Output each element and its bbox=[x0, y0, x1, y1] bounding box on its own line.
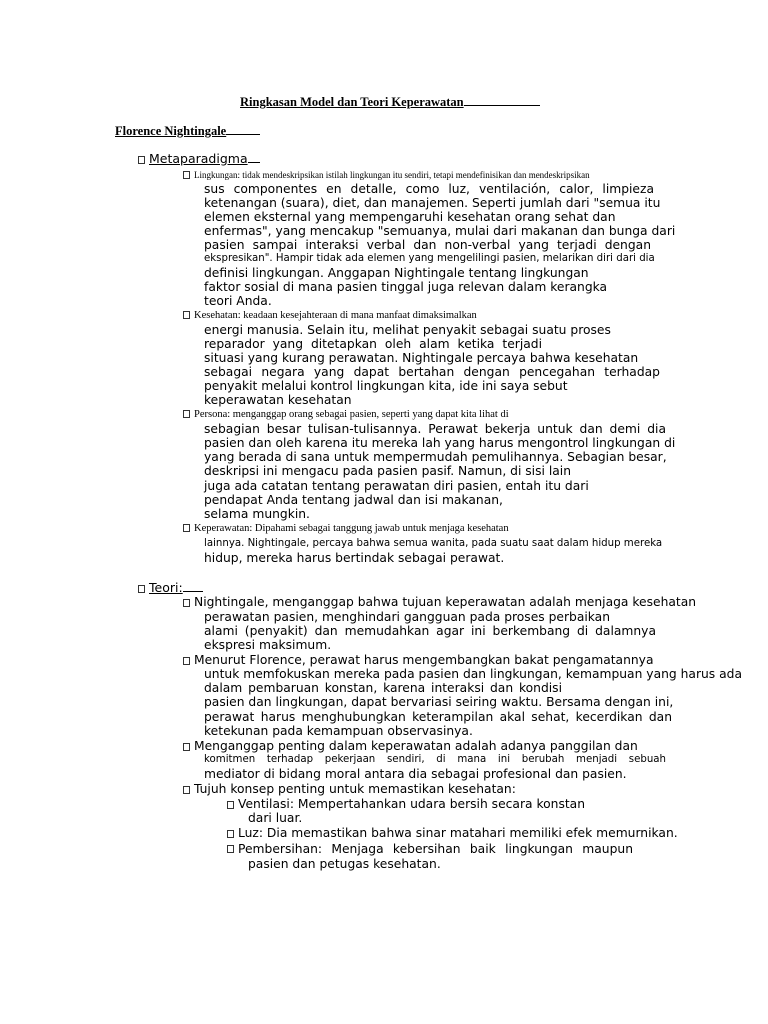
konsep-item: Luz: Dia memastikan bahwa sinar matahari memiliki efek memurnikan. bbox=[227, 826, 678, 840]
lingkungan-lead: Lingkungan: tidak mendeskripsikan istilah lingkungan itu sendiri, tetapi mendefinisikan dan mendeskripsikan bbox=[183, 170, 590, 180]
bullet-icon bbox=[227, 801, 234, 809]
teori-line: perawatan pasien, menghindari gangguan pada proses perbaikan bbox=[204, 610, 611, 624]
bullet-icon bbox=[183, 524, 190, 532]
teori-line: ketekunan pada kemampuan observasinya. bbox=[204, 724, 473, 738]
bullet-icon bbox=[138, 585, 145, 593]
konsep-item: Ventilasi: Mempertahankan udara bersih secara konstan bbox=[227, 797, 585, 811]
teori-line: komitmen terhadap pekerjaan sendiri, di mana ini berubah menjadi sebuah bbox=[204, 754, 666, 765]
lingkungan-line: teori Anda. bbox=[204, 294, 272, 308]
bullet-icon bbox=[183, 599, 190, 607]
teori-item: Menurut Florence, perawat harus mengembangkan bakat pengamatannya bbox=[183, 653, 653, 667]
teori-item: Tujuh konsep penting untuk memastikan kesehatan: bbox=[183, 782, 516, 796]
lingkungan-line: faktor sosial di mana pasien tinggal juga relevan dalam kerangka bbox=[204, 280, 608, 294]
persona-line: juga ada catatan tentang perawatan diri pasien, entah itu dari bbox=[204, 479, 589, 493]
keperawatan-line: lainnya. Nightingale, percaya bahwa semua wanita, pada suatu saat dalam hidup mereka bbox=[204, 538, 663, 549]
teori-item: Menganggap penting dalam keperawatan adalah adanya panggilan dan bbox=[183, 739, 638, 753]
teori-item: Nightingale, menganggap bahwa tujuan keperawatan adalah menjaga kesehatan bbox=[183, 595, 696, 609]
konsep-line: dari luar. bbox=[248, 811, 303, 825]
keperawatan-lead: Keperawatan: Dipahami sebagai tanggung jawab untuk menjaga kesehatan bbox=[183, 523, 509, 534]
bullet-icon bbox=[138, 156, 145, 164]
teori-line: untuk memfokuskan mereka pada pasien dan lingkungan, kemampuan yang harus ada bbox=[204, 667, 742, 681]
keperawatan-line: hidup, mereka harus bertindak sebagai perawat. bbox=[204, 551, 505, 565]
konsep-item: Pembersihan: Menjaga kebersihan baik lingkungan maupun bbox=[227, 842, 633, 856]
teori-line: dalam pembaruan konstan, karena interaksi dan kondisi bbox=[204, 681, 562, 695]
section-heading: Florence Nightingale bbox=[115, 123, 260, 139]
bullet-icon bbox=[183, 311, 190, 319]
bullet-icon bbox=[183, 786, 190, 794]
konsep-line: pasien dan petugas kesehatan. bbox=[248, 857, 441, 871]
persona-line: pasien dan oleh karena itu mereka lah yang harus mengontrol lingkungan di bbox=[204, 436, 676, 450]
bullet-icon bbox=[183, 743, 190, 751]
lingkungan-line: ekspresikan". Hampir tidak ada elemen yang mengelilingi pasien, melarikan diri dari dia bbox=[204, 253, 655, 264]
metaparadigma-heading: Metaparadigma bbox=[138, 151, 260, 166]
persona-line: pendapat Anda tentang jadwal dan isi makanan, bbox=[204, 493, 503, 507]
persona-line: yang berada di sana untuk mempermudah pemulihannya. Sebagian besar, bbox=[204, 450, 667, 464]
teori-line: perawat harus menghubungkan keterampilan akal sehat, kecerdikan dan bbox=[204, 710, 672, 724]
kesehatan-line: reparador yang ditetapkan oleh alam ketika terjadi bbox=[204, 337, 542, 351]
bullet-icon bbox=[183, 171, 190, 179]
bullet-icon bbox=[227, 830, 234, 838]
lingkungan-line: sus componentes en detalle, como luz, ventilación, calor, limpieza bbox=[204, 182, 654, 196]
teori-line: alami (penyakit) dan memudahkan agar ini berkembang di dalamnya bbox=[204, 624, 656, 638]
persona-lead: Persona: menganggap orang sebagai pasien, seperti yang dapat kita lihat di bbox=[183, 409, 509, 420]
teori-heading: Teori: bbox=[138, 580, 203, 595]
document-title: Ringkasan Model dan Teori Keperawatan bbox=[240, 94, 540, 110]
lingkungan-line: elemen eksternal yang mempengaruhi kesehatan orang sehat dan bbox=[204, 210, 616, 224]
kesehatan-line: penyakit melalui kontrol lingkungan kita, ide ini saya sebut bbox=[204, 379, 568, 393]
persona-line: sebagian besar tulisan-tulisannya. Perawat bekerja untuk dan demi dia bbox=[204, 422, 666, 436]
bullet-icon bbox=[183, 410, 190, 418]
kesehatan-line: keperawatan kesehatan bbox=[204, 393, 352, 407]
kesehatan-line: energi manusia. Selain itu, melihat penyakit sebagai suatu proses bbox=[204, 323, 611, 337]
teori-line: mediator di bidang moral antara dia sebagai profesional dan pasien. bbox=[204, 767, 627, 781]
persona-line: deskripsi ini mengacu pada pasien pasif. Namun, di sisi lain bbox=[204, 464, 571, 478]
lingkungan-line: ketenangan (suara), diet, dan manajemen. Seperti jumlah dari "semua itu bbox=[204, 196, 661, 210]
kesehatan-lead: Kesehatan: keadaan kesejahteraan di mana manfaat dimaksimalkan bbox=[183, 310, 477, 321]
bullet-icon bbox=[227, 845, 234, 853]
persona-line: selama mungkin. bbox=[204, 507, 310, 521]
teori-line: pasien dan lingkungan, dapat bervariasi seiring waktu. Bersama dengan ini, bbox=[204, 695, 674, 709]
teori-line: ekspresi maksimum. bbox=[204, 638, 332, 652]
bullet-icon bbox=[183, 657, 190, 665]
kesehatan-line: situasi yang kurang perawatan. Nightingale percaya bahwa kesehatan bbox=[204, 351, 639, 365]
lingkungan-line: definisi lingkungan. Anggapan Nightingale tentang lingkungan bbox=[204, 266, 589, 280]
kesehatan-line: sebagai negara yang dapat bertahan dengan pencegahan terhadap bbox=[204, 365, 660, 379]
lingkungan-line: pasien sampai interaksi verbal dan non-verbal yang terjadi dengan bbox=[204, 238, 651, 252]
lingkungan-line: enfermas", yang mencakup "semuanya, mulai dari makanan dan bunga dari bbox=[204, 224, 676, 238]
